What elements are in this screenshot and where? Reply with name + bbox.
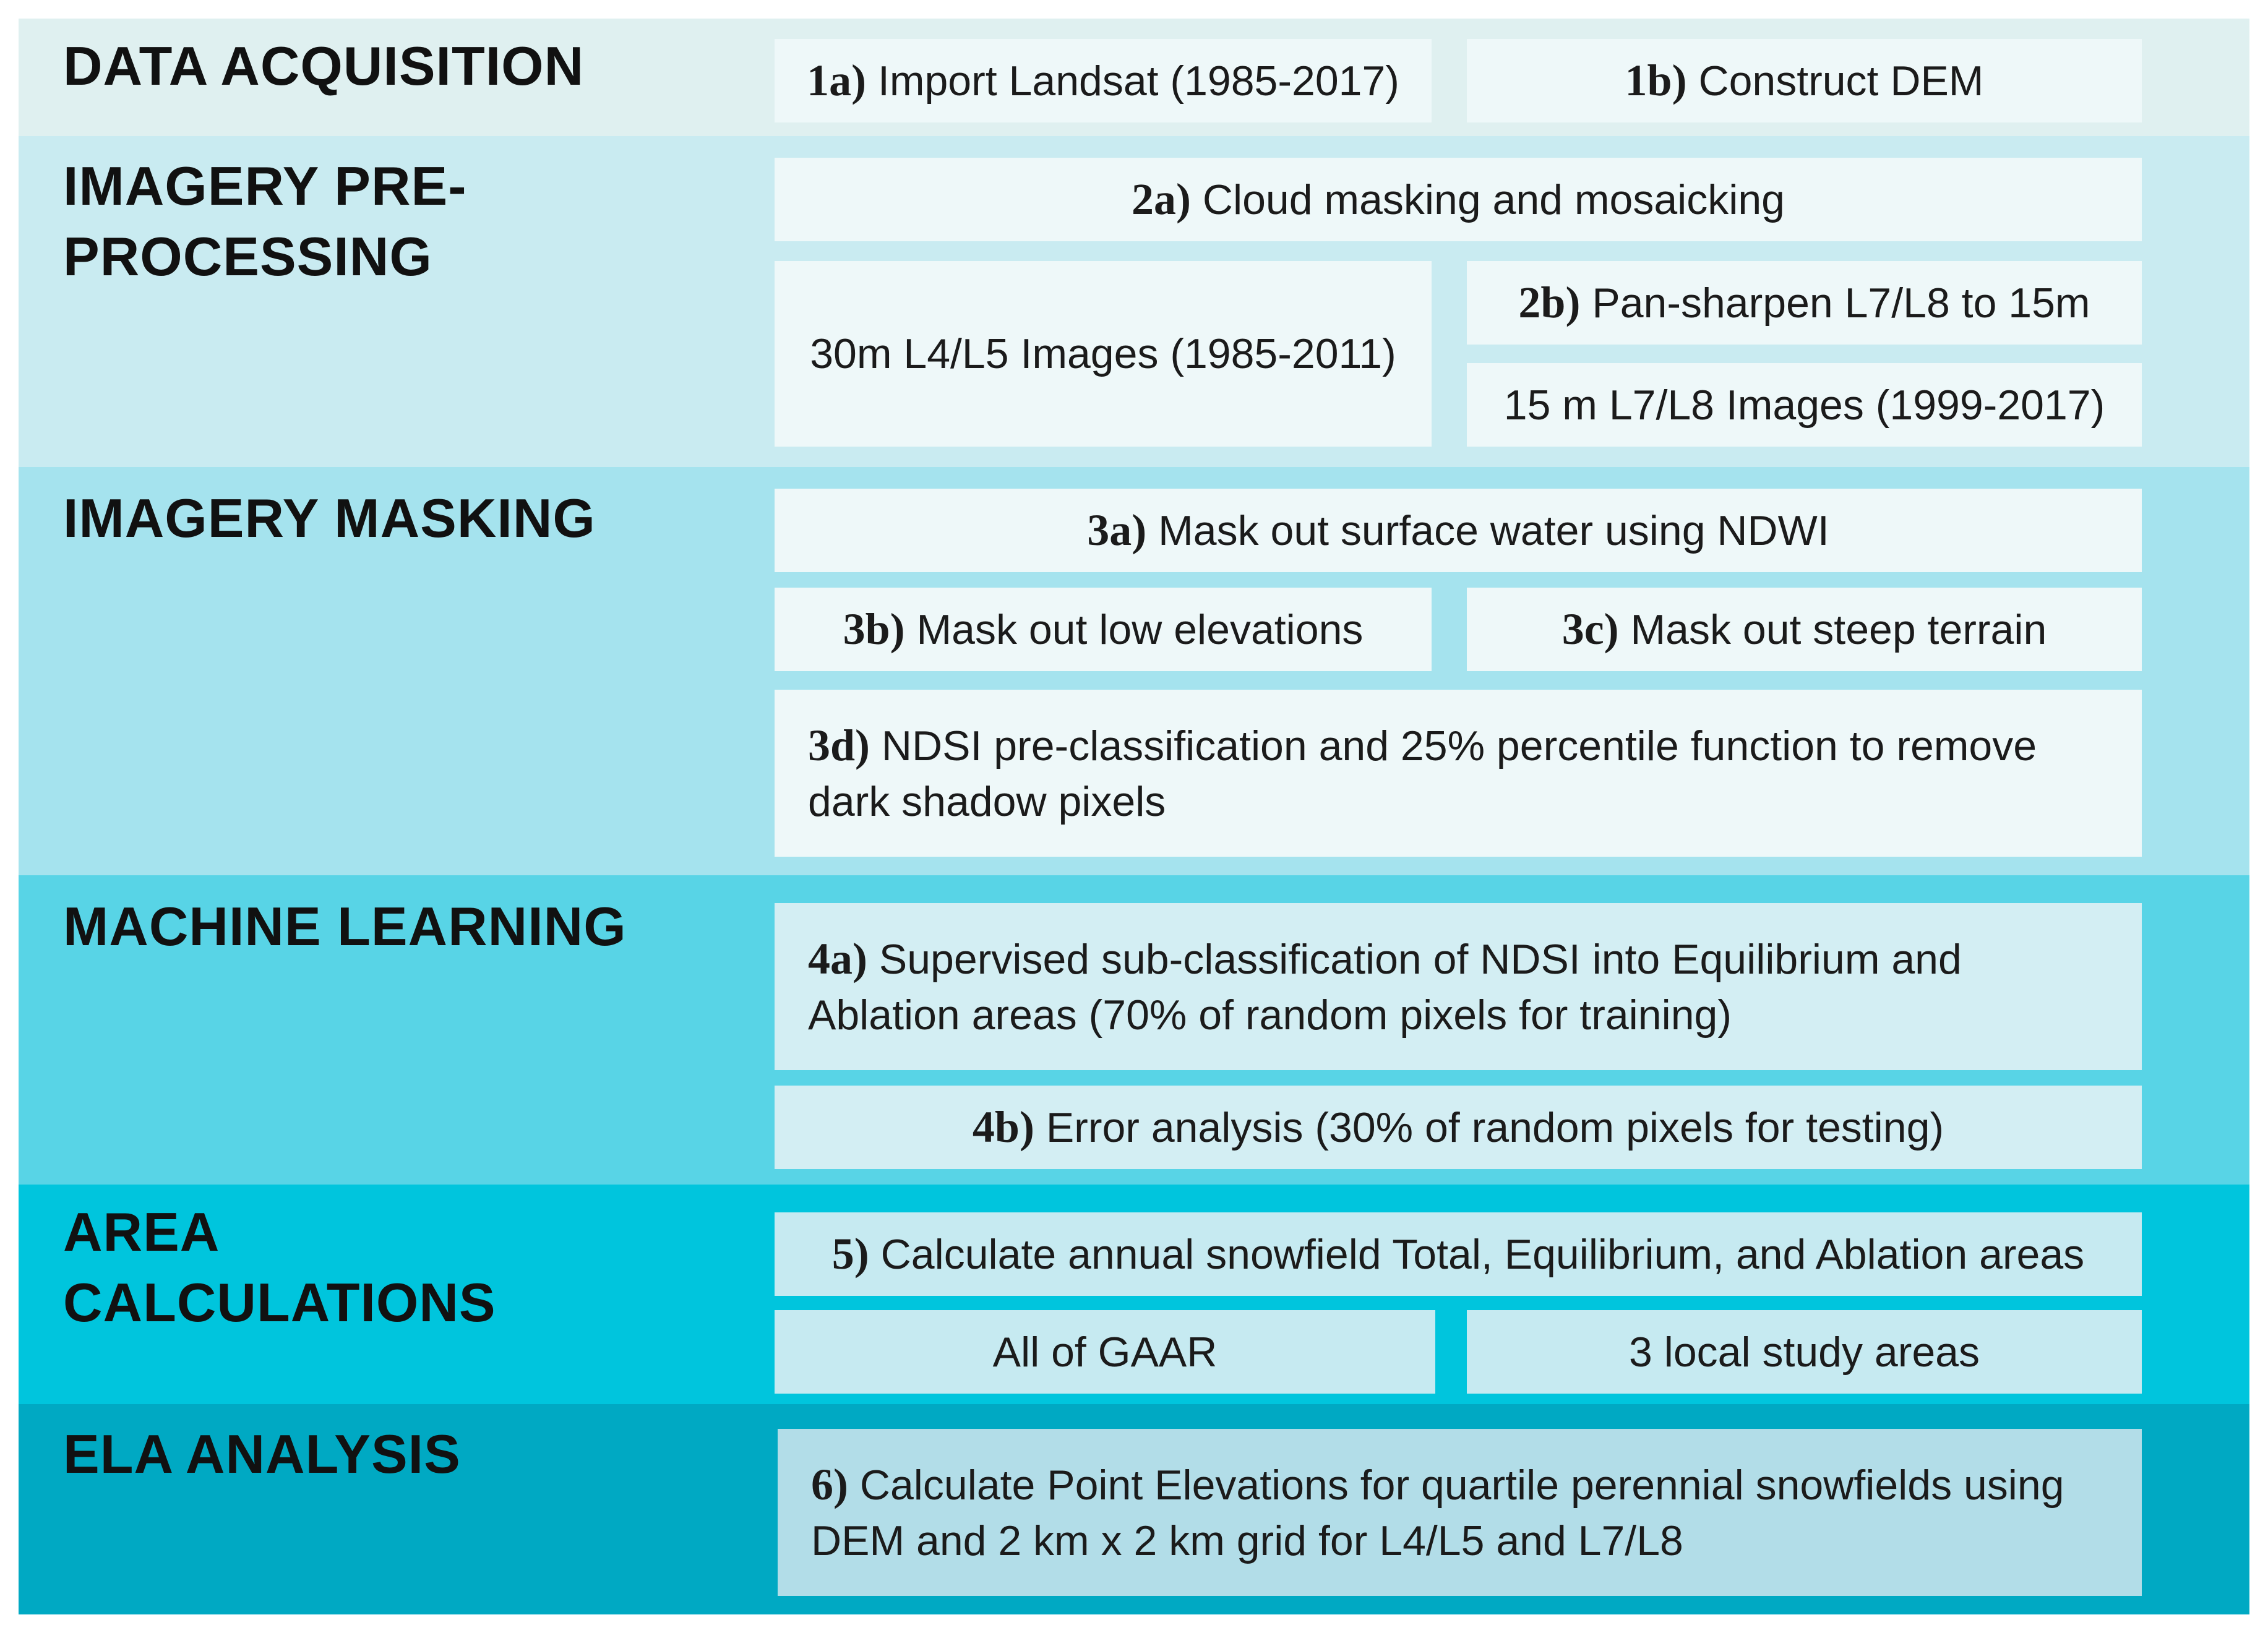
stage-title: DATA ACQUISITION bbox=[63, 35, 585, 96]
step-text: Pan-sharpen L7/L8 to 15m bbox=[1580, 280, 2090, 327]
l4-l5-images-box bbox=[775, 261, 1432, 447]
stage-title: AREA CALCULATIONS bbox=[63, 1201, 496, 1333]
step-5-box bbox=[775, 1212, 2142, 1296]
step-number: 1b) bbox=[1625, 56, 1687, 105]
stage-title: IMAGERY MASKING bbox=[63, 487, 596, 549]
step-number: 2a) bbox=[1131, 174, 1191, 224]
step-1a-box bbox=[775, 39, 1432, 122]
step-number: 3c) bbox=[1561, 604, 1619, 654]
step-text: 15 m L7/L8 Images (1999-2017) bbox=[1503, 381, 2105, 429]
l7-l8-images-box bbox=[1467, 363, 2142, 447]
step-3c-box bbox=[1467, 588, 2142, 671]
step-number: 3d) bbox=[808, 720, 870, 770]
step-2b-box bbox=[1467, 261, 2142, 345]
step-text: Import Landsat (1985-2017) bbox=[866, 58, 1399, 105]
workflow-diagram bbox=[19, 19, 2249, 1614]
step-number: 2b) bbox=[1518, 278, 1581, 327]
step-text: Construct DEM bbox=[1686, 58, 1984, 105]
step-6-box bbox=[778, 1429, 2142, 1596]
step-number: 4b) bbox=[972, 1102, 1034, 1152]
step-number: 1a) bbox=[807, 56, 867, 105]
step-number: 5) bbox=[831, 1229, 869, 1279]
step-3a-box bbox=[775, 489, 2142, 572]
step-text: Calculate Point Elevations for quartile perennial snowfields using DEM and 2 km x 2 km grid for L4/L5 and L7/L8 bbox=[811, 1461, 2064, 1564]
step-4a-box bbox=[775, 903, 2142, 1070]
local-study-areas-box bbox=[1467, 1310, 2142, 1394]
step-4b-box bbox=[775, 1086, 2142, 1169]
stage-title: IMAGERY PRE- PROCESSING bbox=[63, 155, 467, 287]
step-number: 6) bbox=[811, 1459, 848, 1509]
step-3b-box bbox=[775, 588, 1432, 671]
all-of-gaar-box bbox=[775, 1310, 1435, 1394]
step-2a-box bbox=[775, 158, 2142, 241]
stage-title: ELA ANALYSIS bbox=[63, 1423, 461, 1485]
step-text: Mask out low elevations bbox=[904, 606, 1364, 653]
step-text: All of GAAR bbox=[992, 1328, 1218, 1376]
step-3d-box bbox=[775, 690, 2142, 857]
step-text: NDSI pre-classification and 25% percentile function to remove dark shadow pixels bbox=[808, 722, 2037, 825]
step-text: Error analysis (30% of random pixels for testing) bbox=[1034, 1104, 1944, 1151]
step-number: 4a) bbox=[808, 933, 867, 984]
step-text: Mask out surface water using NDWI bbox=[1146, 507, 1829, 554]
step-1b-box bbox=[1467, 39, 2142, 122]
step-text: Mask out steep terrain bbox=[1618, 606, 2047, 653]
stage-title: MACHINE LEARNING bbox=[63, 896, 627, 957]
step-text: Supervised sub-classification of NDSI into Equilibrium and Ablation areas (70% of random pixels for training) bbox=[808, 935, 1962, 1039]
step-text: 30m L4/L5 Images (1985-2011) bbox=[810, 330, 1396, 377]
step-text: Cloud masking and mosaicking bbox=[1190, 176, 1785, 223]
step-text: 3 local study areas bbox=[1629, 1328, 1980, 1376]
step-number: 3a) bbox=[1087, 505, 1147, 555]
step-text: Calculate annual snowfield Total, Equilibrium, and Ablation areas bbox=[869, 1231, 2085, 1278]
step-number: 3b) bbox=[843, 604, 905, 654]
